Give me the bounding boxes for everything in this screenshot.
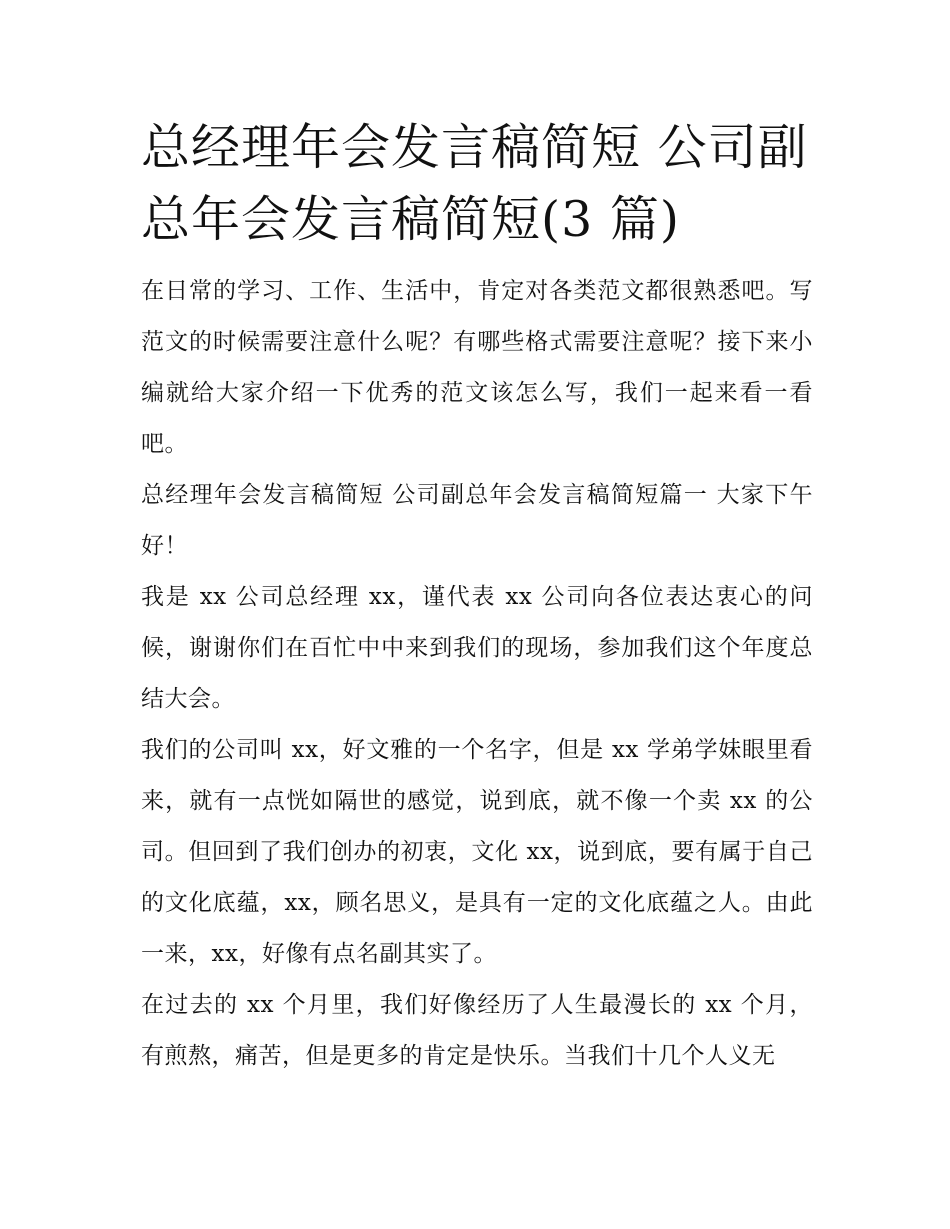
document-page: [141, 112, 813, 1082]
paragraph-self-introduction: 我是 xx 公司总经理 xx，谨代表 xx 公司向各位表达衷心的问候，谢谢你们在百忙中中来到我们的现场，参加我们这个年度总结大会。: [141, 584, 813, 712]
paragraph-past-months: 在过去的 xx 个月里，我们好像经历了人生最漫长的 xx 个月，有煎熬，痛苦，但是更多的肯定是快乐。当我们十几个人义无: [141, 992, 813, 1069]
paragraph-intro: 在日常的学习、工作、生活中，肯定对各类范文都很熟悉吧。写范文的时候需要注意什么呢？有哪些格式需要注意呢？接下来小编就给大家介绍一下优秀的范文该怎么写，我们一起来看一看吧。: [141, 278, 813, 457]
paragraph-heading-greeting: 总经理年会发言稿简短 公司副总年会发言稿简短篇一 大家下午好！: [141, 482, 813, 559]
paragraph-company-name: 我们的公司叫 xx，好文雅的一个名字，但是 xx 学弟学妹眼里看来，就有一点恍如隔世的感觉，说到底，就不像一个卖 xx 的公司。但回到了我们创办的初衷，文化 xx，说到底，要有属于自己的文化底蕴，xx，顾名思义，是具有一定的文化底蕴之人。由此一来，xx，好像有点名副其实了。: [141, 737, 813, 967]
document-title: 总经理年会发言稿简短 公司副总年会发言稿简短(3 篇): [141, 119, 808, 248]
